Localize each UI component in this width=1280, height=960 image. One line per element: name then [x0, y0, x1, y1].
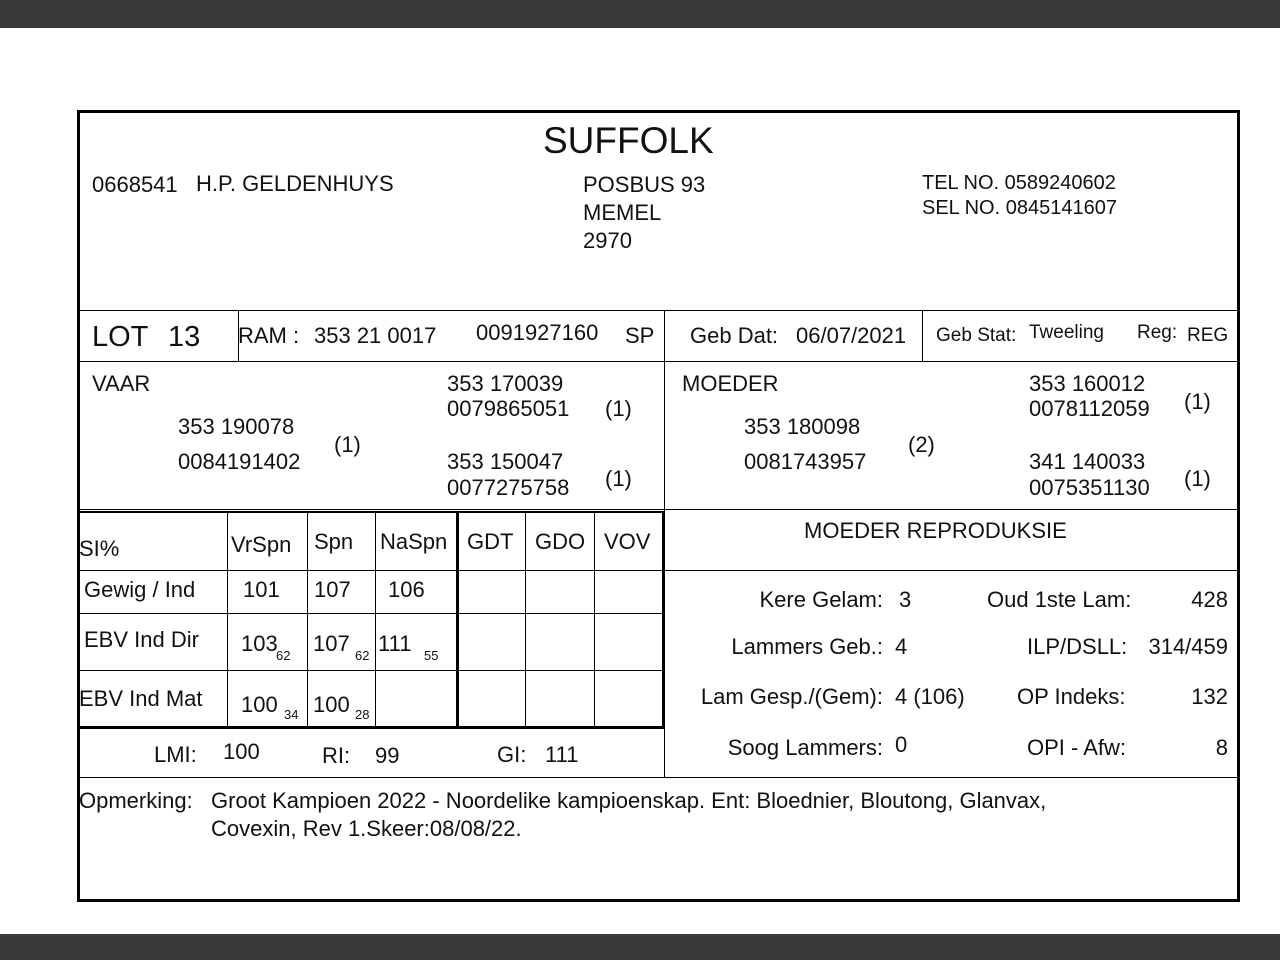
table-cell: 107	[314, 577, 351, 602]
kere-gelam-value: 3	[899, 587, 912, 612]
vrule-table-right-thick	[662, 513, 665, 727]
ram-label: RAM :	[238, 323, 300, 348]
registration-label: Reg:	[1137, 322, 1178, 343]
ilp-dsll-value: 314/459	[1148, 634, 1228, 659]
gi-value: 111	[545, 742, 579, 767]
owner-name: H.P. GELDENHUYS	[196, 171, 394, 196]
table-header-si: SI%	[79, 536, 120, 561]
table-header-spn: Spn	[314, 529, 354, 554]
border-right	[1237, 110, 1240, 902]
vrule-gebstat	[922, 311, 923, 361]
rule-lot-bottom	[80, 361, 1237, 362]
table-cell-accuracy: 62	[355, 648, 370, 663]
dam-dam-id: 341 140033	[1029, 449, 1146, 474]
border-left	[77, 110, 80, 902]
dam-id: 353 180098	[744, 414, 861, 439]
rule-table-top-thick	[80, 511, 665, 513]
ram-suffix: SP	[625, 323, 655, 348]
table-cell: 100	[313, 692, 350, 717]
sire-count: (1)	[334, 432, 361, 457]
soog-lammers-value: 0	[895, 732, 908, 757]
lammers-geb-label: Lammers Geb.:	[731, 634, 883, 659]
dam-dam-registration: 0075351130	[1029, 475, 1150, 500]
rule-table-row1	[80, 613, 664, 614]
rule-remark-top	[80, 777, 1237, 778]
registration-value: REG	[1187, 325, 1229, 346]
table-header-vov: VOV	[604, 529, 651, 554]
op-indeks-value: 132	[1191, 684, 1228, 709]
soog-lammers-label: Soog Lammers:	[727, 735, 883, 760]
sire-sire-count: (1)	[605, 396, 632, 421]
table-cell: 103	[241, 631, 278, 656]
oud-eerste-lam-value: 428	[1191, 587, 1228, 612]
table-header-naspn: NaSpn	[380, 529, 448, 554]
cellphone-number: SEL NO. 0845141607	[922, 197, 1117, 219]
vrule-table-1	[227, 513, 228, 727]
lot-number: 13	[168, 321, 201, 353]
table-row-label: Gewig / Ind	[84, 577, 196, 602]
lmi-label: LMI:	[154, 742, 197, 767]
table-cell: 107	[313, 631, 350, 656]
sire-section-label: VAAR	[92, 371, 151, 396]
opi-afw-value: 8	[1215, 735, 1228, 760]
table-cell: 100	[241, 692, 278, 717]
dam-sire-registration: 0078112059	[1029, 396, 1150, 421]
vrule-table-2	[307, 513, 308, 727]
table-header-gdo: GDO	[535, 529, 586, 554]
table-row-label: EBV Ind Dir	[84, 627, 199, 652]
rule-pedigree-bottom	[80, 509, 1237, 510]
sire-dam-id: 353 150047	[447, 449, 564, 474]
dam-sire-id: 353 160012	[1029, 371, 1146, 396]
ri-value: 99	[375, 743, 400, 768]
table-cell: 111	[378, 631, 412, 656]
table-header-vrspn: VrSpn	[231, 532, 292, 557]
dam-dam-count: (1)	[1184, 466, 1211, 491]
dam-count: (2)	[908, 432, 935, 457]
sire-id: 353 190078	[178, 414, 295, 439]
ri-label: RI:	[322, 743, 351, 768]
opi-afw-label: OPI - Afw:	[1027, 735, 1127, 760]
table-header-gdt: GDT	[467, 529, 514, 554]
vrule-table-6	[594, 513, 595, 727]
bottom-frame-bar	[0, 934, 1280, 960]
lam-gesp-label: Lam Gesp./(Gem):	[700, 684, 883, 709]
sire-registration: 0084191402	[178, 449, 301, 474]
rule-repro-title	[665, 570, 1237, 571]
sire-dam-count: (1)	[605, 466, 632, 491]
kere-gelam-label: Kere Gelam:	[759, 587, 883, 612]
sire-dam-registration: 0077275758	[447, 475, 570, 500]
birth-date-label: Geb Dat:	[690, 323, 779, 348]
rule-lot-top	[80, 310, 1237, 311]
remark-line-2: Covexin, Rev 1.Skeer:08/08/22.	[211, 816, 522, 841]
vrule-table-3	[375, 513, 376, 727]
lot-label: LOT	[92, 321, 149, 353]
lammers-geb-value: 4	[895, 634, 908, 659]
birth-status: Tweeling	[1029, 322, 1104, 343]
remark-label: Opmerking:	[79, 788, 193, 813]
dam-sire-count: (1)	[1184, 389, 1211, 414]
sire-sire-id: 353 170039	[447, 371, 564, 396]
table-cell-accuracy: 28	[355, 707, 370, 722]
table-row-label: EBV Ind Mat	[79, 686, 203, 711]
table-cell-accuracy: 55	[424, 648, 439, 663]
rule-table-bottom-thick	[80, 726, 665, 729]
rule-table-header	[80, 570, 664, 571]
dam-registration: 0081743957	[744, 449, 867, 474]
table-cell: 106	[388, 577, 425, 602]
border-bottom	[77, 899, 1240, 902]
vrule-table-thick	[456, 513, 459, 727]
ram-id: 353 21 0017	[314, 323, 437, 348]
table-cell: 101	[243, 577, 280, 602]
table-cell-accuracy: 34	[284, 707, 299, 722]
dam-section-label: MOEDER	[682, 371, 779, 396]
op-indeks-label: OP Indeks:	[1017, 684, 1126, 709]
oud-eerste-lam-label: Oud 1ste Lam:	[987, 587, 1132, 612]
top-frame-bar	[0, 0, 1280, 28]
border-top	[77, 110, 1240, 113]
address-line-3: 2970	[583, 228, 632, 253]
address-line-2: MEMEL	[583, 200, 662, 225]
birth-status-label: Geb Stat:	[936, 325, 1017, 346]
address-line-1: POSBUS 93	[583, 172, 706, 197]
owner-code: 0668541	[92, 172, 178, 197]
ram-registration: 0091927160	[476, 320, 599, 345]
lam-gesp-value: 4 (106)	[895, 684, 965, 709]
remark-line-1: Groot Kampioen 2022 - Noordelike kampioenskap. Ent: Bloednier, Bloutong, Glanvax,	[211, 788, 1047, 813]
reproduction-title: MOEDER REPRODUKSIE	[804, 518, 1067, 543]
table-cell-accuracy: 62	[276, 648, 291, 663]
birth-date: 06/07/2021	[796, 323, 907, 348]
gi-label: GI:	[497, 742, 527, 767]
telephone-number: TEL NO. 0589240602	[922, 172, 1116, 194]
vrule-table-5	[525, 513, 526, 727]
rule-table-row2	[80, 670, 664, 671]
sire-sire-registration: 0079865051	[447, 396, 570, 421]
ilp-dsll-label: ILP/DSLL:	[1027, 634, 1128, 659]
breed-title: SUFFOLK	[543, 120, 714, 161]
lmi-value: 100	[223, 739, 260, 764]
